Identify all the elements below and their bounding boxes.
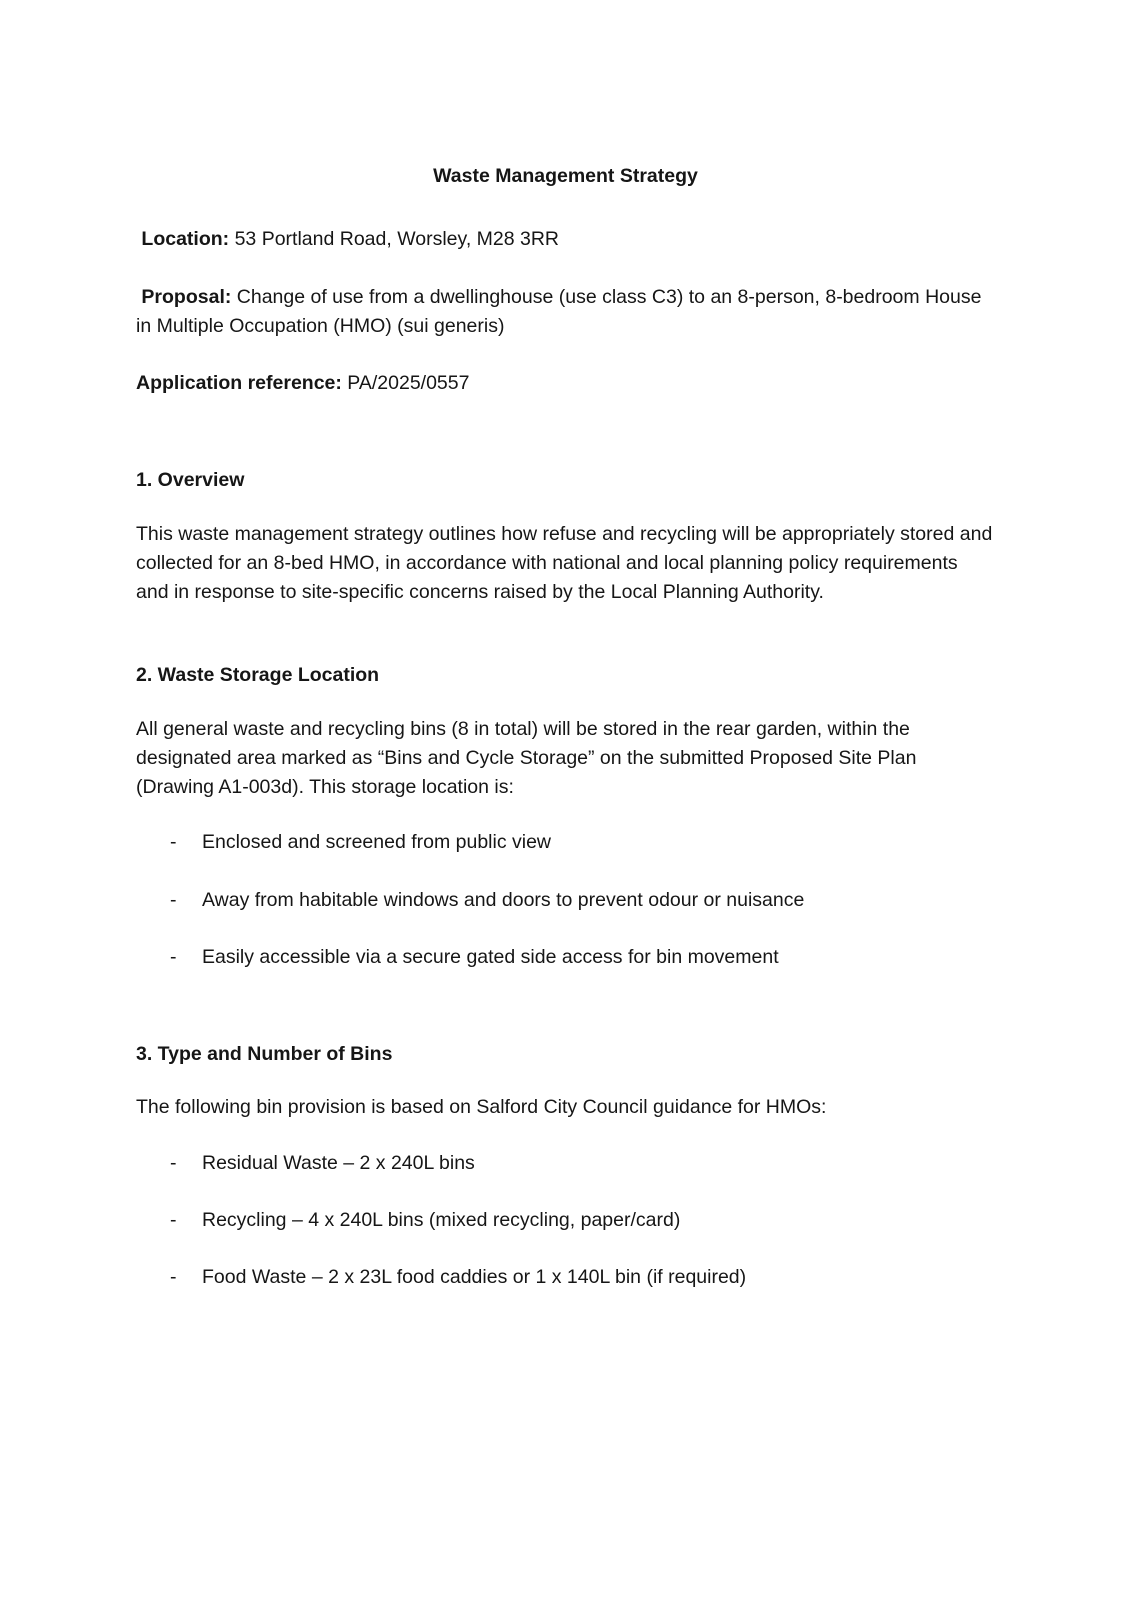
meta-line-proposal (136, 283, 995, 342)
section-heading-type-and-number-of-bins: 3. Type and Number of Bins (136, 1043, 393, 1065)
bullet-marker: - (170, 1208, 177, 1231)
waste-storage-paragraph: All general waste and recycling bins (8 in total) will be stored in the rear garden, within the designated area marked as “Bins and Cycle Storage” on the submitted Proposed Site Plan (Drawing A1-003d). This storage location is: (136, 717, 917, 798)
proposal-label: Proposal: (136, 285, 232, 308)
bullet-text: Residual Waste – 2 x 240L bins (202, 1151, 475, 1174)
application-reference-value: PA/2025/0557 (341, 372, 470, 394)
overview-paragraph: This waste management strategy outlines how refuse and recycling will be appropriately stored and collected for an 8-bed HMO, in accordance with national and local planning policy requirements and in response to site-specific concerns raised by the Local Planning Authority. (136, 522, 993, 603)
bullet-marker: - (170, 888, 177, 911)
bullet-marker: - (170, 831, 177, 854)
list-item (136, 886, 995, 915)
list-item (136, 828, 995, 857)
application-reference-label: Application reference: (136, 372, 342, 394)
location-value: 53 Portland Road, Worsley, M28 3RR (229, 228, 560, 251)
list-item (136, 1263, 995, 1292)
waste-storage-bullet-list (136, 828, 995, 972)
list-item (136, 1149, 995, 1178)
meta-line-application-reference (136, 369, 995, 398)
bullet-text: Away from habitable windows and doors to prevent odour or nuisance (202, 888, 805, 911)
location-label: Location: (136, 228, 230, 251)
section-heading-waste-storage-location: 2. Waste Storage Location (136, 664, 380, 687)
bullet-marker: - (170, 1151, 177, 1174)
section-heading-overview: 1. Overview (136, 469, 245, 492)
list-item (136, 943, 995, 972)
list-item (136, 1206, 995, 1235)
bullet-text: Food Waste – 2 x 23L food caddies or 1 x 140L bin (if required) (202, 1266, 747, 1288)
bullet-marker: - (170, 945, 177, 968)
meta-line-location (136, 225, 995, 254)
bullet-text: Recycling – 4 x 240L bins (mixed recycling, paper/card) (202, 1208, 681, 1231)
bin-types-bullet-list (136, 1149, 995, 1293)
bullet-text: Easily accessible via a secure gated side access for bin movement (202, 945, 779, 968)
proposal-value: Change of use from a dwellinghouse (use class C3) to an 8-person, 8-bedroom House in Multiple Occupation (HMO) (sui generis) (136, 285, 987, 337)
bullet-text: Enclosed and screened from public view (202, 831, 552, 854)
bin-provision-paragraph: The following bin provision is based on Salford City Council guidance for HMOs: (136, 1096, 827, 1119)
bullet-marker: - (170, 1266, 177, 1288)
document-title: Waste Management Strategy (433, 165, 698, 187)
